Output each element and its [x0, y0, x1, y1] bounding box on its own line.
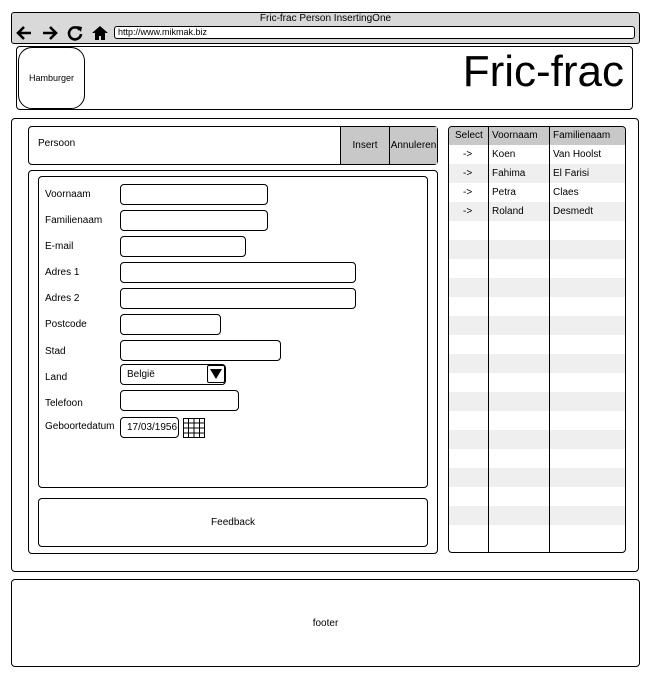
url-bar[interactable]: http://www.mikmak.biz [114, 26, 635, 39]
table-row[interactable] [449, 183, 625, 202]
land-label: Land [45, 372, 68, 383]
telefoon-label: Telefoon [45, 398, 83, 409]
empty-row [449, 430, 625, 449]
row-familienaam: Van Hoolst [553, 149, 602, 160]
person-table [448, 126, 626, 553]
table-row[interactable] [449, 202, 625, 221]
postcode-input[interactable] [120, 314, 221, 335]
adres1-label: Adres 1 [45, 267, 80, 278]
row-select-arrow[interactable]: -> [463, 168, 473, 179]
land-select[interactable]: België [120, 364, 226, 385]
empty-row [449, 449, 625, 468]
empty-row [449, 259, 625, 278]
email-label: E-mail [45, 241, 74, 252]
column-header-familienaam[interactable]: Familienaam [553, 130, 611, 141]
row-voornaam: Petra [492, 187, 516, 198]
empty-row [449, 221, 625, 240]
adres2-input[interactable] [120, 288, 356, 309]
geboortedatum-input[interactable]: 17/03/1956 [120, 417, 179, 438]
column-divider [488, 127, 489, 552]
table-row[interactable] [449, 145, 625, 164]
postcode-label: Postcode [45, 319, 87, 330]
adres2-label: Adres 2 [45, 293, 80, 304]
empty-row [449, 354, 625, 373]
table-row[interactable] [449, 164, 625, 183]
stad-label: Stad [45, 346, 66, 357]
chevron-down-icon[interactable] [207, 365, 225, 383]
empty-row [449, 335, 625, 354]
voornaam-label: Voornaam [45, 189, 91, 200]
column-divider [549, 127, 550, 552]
row-select-arrow[interactable]: -> [463, 149, 473, 160]
empty-row [449, 487, 625, 506]
empty-row [449, 468, 625, 487]
cancel-button[interactable]: Annuleren [389, 127, 437, 164]
insert-button[interactable]: Insert [340, 127, 389, 164]
hamburger-button[interactable]: Hamburger [18, 47, 85, 109]
empty-row [449, 278, 625, 297]
empty-row [449, 297, 625, 316]
empty-row [449, 316, 625, 335]
geboortedatum-label: Geboortedatum [45, 421, 115, 432]
familienaam-input[interactable] [120, 210, 268, 231]
page-footer: footer [11, 579, 640, 667]
home-icon[interactable] [91, 24, 109, 42]
row-familienaam: El Farisi [553, 168, 590, 179]
telefoon-input[interactable] [120, 390, 239, 411]
row-voornaam: Roland [492, 206, 524, 217]
forward-arrow-icon[interactable] [41, 24, 59, 42]
row-voornaam: Fahima [492, 168, 526, 179]
back-arrow-icon[interactable] [15, 24, 33, 42]
row-familienaam: Claes [553, 187, 579, 198]
column-header-voornaam[interactable]: Voornaam [492, 130, 538, 141]
row-select-arrow[interactable]: -> [463, 187, 473, 198]
browser-window [11, 12, 640, 44]
row-familienaam: Desmedt [553, 206, 594, 217]
form-section-title: Persoon [38, 138, 76, 149]
email-input[interactable] [120, 236, 246, 257]
empty-row [449, 392, 625, 411]
empty-row [449, 525, 625, 544]
adres1-input[interactable] [120, 262, 356, 283]
row-select-arrow[interactable]: -> [463, 206, 473, 217]
row-voornaam: Koen [492, 149, 516, 160]
calendar-icon[interactable] [183, 418, 205, 438]
feedback-box: Feedback [38, 498, 428, 547]
stad-input[interactable] [120, 340, 281, 361]
window-title: Fric-frac Person InsertingOne [259, 13, 392, 24]
reload-icon[interactable] [66, 24, 84, 42]
site-title: Fric-frac [462, 47, 624, 96]
empty-row [449, 373, 625, 392]
familienaam-label: Familienaam [45, 215, 103, 226]
empty-row [449, 506, 625, 525]
column-header-select[interactable]: Select [455, 130, 483, 141]
empty-row [449, 411, 625, 430]
empty-row [449, 240, 625, 259]
voornaam-input[interactable] [120, 184, 268, 205]
